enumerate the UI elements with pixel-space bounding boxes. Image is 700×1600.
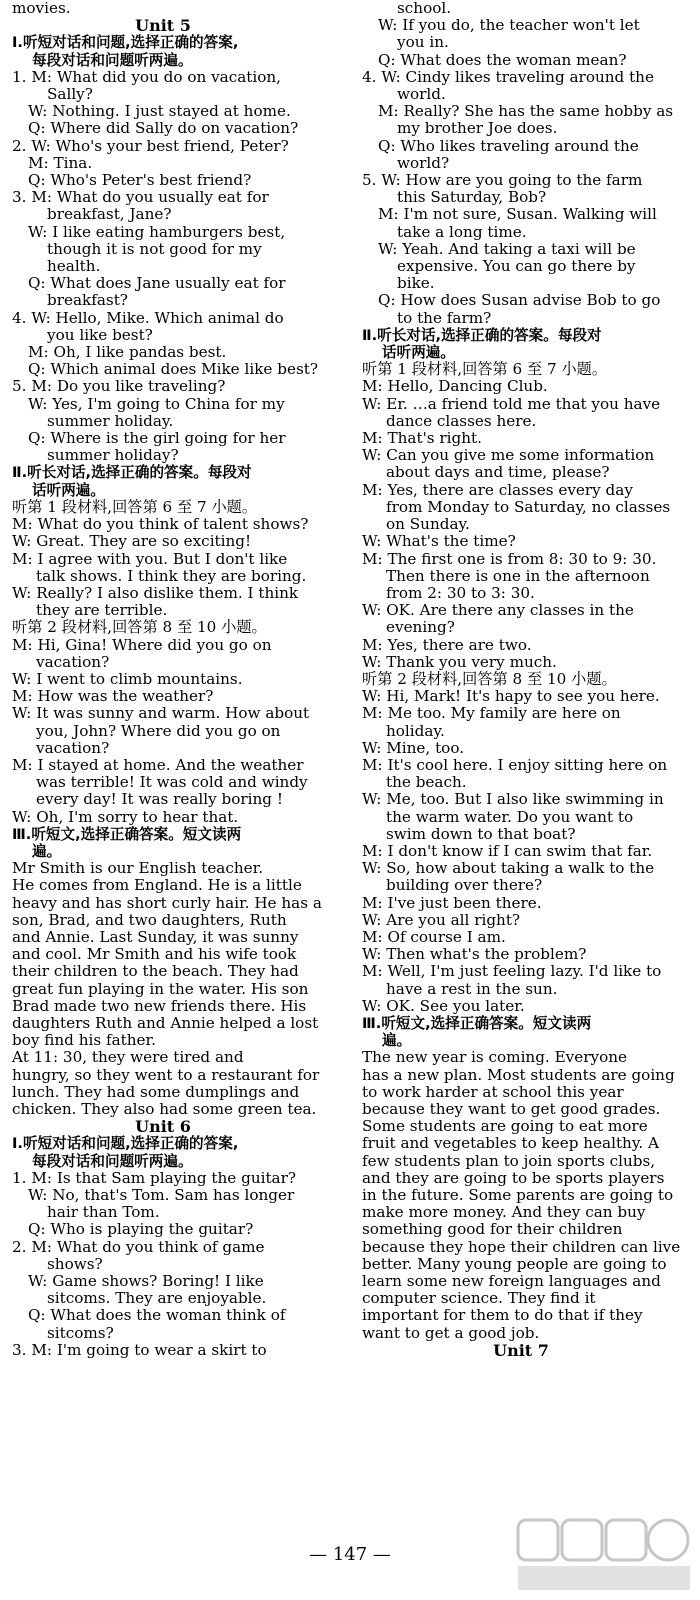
- text-line: Then there is one in the afternoon: [386, 566, 650, 585]
- text-line: learn some new foreign languages and: [362, 1272, 661, 1291]
- text-line: vacation?: [36, 738, 110, 757]
- text-line: W: I went to climb mountains.: [12, 669, 243, 688]
- text-line: summer holiday?: [47, 446, 179, 465]
- text-line: better. Many young people are going to: [362, 1254, 667, 1273]
- section-heading: Ⅰ.听短对话和问题,选择正确的答案,: [12, 34, 239, 52]
- text-line: 2. M: What do you think of game: [12, 1237, 265, 1256]
- text-line: Q: Which animal does Mike like best?: [28, 360, 318, 379]
- text-line: and Annie. Last Sunday, it was sunny: [12, 927, 299, 946]
- text-line: 听第 1 段材料,回答第 6 至 7 小题。: [12, 497, 258, 516]
- text-line: W: So, how about taking a walk to the: [362, 859, 655, 878]
- text-line: and they are going to be sports players: [362, 1168, 665, 1187]
- text-line: W: Great. They are so exciting!: [12, 532, 252, 551]
- text-line: school.: [397, 0, 452, 17]
- text-line: their children to the beach. They had: [12, 962, 299, 981]
- text-line: shows?: [47, 1254, 103, 1273]
- text-line: few students plan to join sports clubs,: [362, 1151, 656, 1170]
- text-line: movies.: [12, 0, 71, 17]
- text-line: W: Er. …a friend told me that you have: [362, 394, 661, 413]
- text-line: W: Nothing. I just stayed at home.: [28, 102, 291, 121]
- text-line: vacation?: [36, 652, 110, 671]
- text-line: M: Hi, Gina! Where did you go on: [12, 635, 272, 654]
- text-line: M: Me too. My family are here on: [362, 704, 621, 723]
- text-line: the warm water. Do you want to: [386, 807, 634, 826]
- text-line: chicken. They also had some green tea.: [12, 1100, 317, 1118]
- unit-heading: Unit 5: [135, 16, 191, 36]
- text-line: M: It's cool here. I enjoy sitting here on: [362, 755, 668, 774]
- text-line: sitcoms?: [47, 1323, 114, 1342]
- text-line: health.: [47, 257, 101, 276]
- text-line: fruit and vegetables to keep healthy. A: [362, 1134, 660, 1153]
- text-line: M: Oh, I like pandas best.: [28, 343, 227, 362]
- text-line: sitcoms. They are enjoyable.: [47, 1289, 267, 1308]
- text-line: has a new plan. Most students are going: [362, 1065, 675, 1084]
- text-line: Q: What does the woman mean?: [378, 50, 627, 69]
- text-line: Q: Who likes traveling around the: [378, 136, 639, 155]
- text-line: M: Well, I'm just feeling lazy. I'd like to: [362, 962, 662, 981]
- section-heading: Ⅱ.听长对话,选择正确的答案。每段对: [12, 464, 252, 482]
- text-line: want to get a good job.: [362, 1323, 540, 1342]
- text-line: something good for their children: [362, 1220, 623, 1239]
- text-line: boy find his father.: [12, 1031, 156, 1050]
- text-line: Q: How does Susan advise Bob to go: [378, 291, 661, 310]
- text-line: son, Brad, and two daughters, Ruth: [12, 910, 287, 929]
- section-heading: Ⅲ.听短文,选择正确答案。短文读两: [12, 825, 242, 843]
- text-line: dance classes here.: [386, 411, 537, 430]
- text-line: Q: What does Jane usually eat for: [28, 274, 286, 293]
- text-line: holiday.: [386, 721, 445, 740]
- text-line: M: That's right.: [362, 429, 482, 448]
- right-column: [362, 0, 680, 1359]
- text-line: you, John? Where did you go on: [36, 721, 281, 740]
- text-line: Brad made two new friends there. His: [12, 996, 307, 1015]
- text-line: M: Yes, there are two.: [362, 635, 532, 654]
- text-line: M: I stayed at home. And the weather: [12, 755, 304, 774]
- text-line: from 2: 30 to 3: 30.: [386, 583, 535, 602]
- text-line: expensive. You can go there by: [397, 257, 636, 276]
- text-line: this Saturday, Bob?: [397, 188, 547, 207]
- text-line: Q: Who is playing the guitar?: [28, 1220, 254, 1239]
- text-line: W: Me, too. But I also like swimming in: [362, 790, 664, 809]
- section-heading: Ⅲ.听短文,选择正确答案。短文读两: [362, 1014, 592, 1032]
- text-line: Sally?: [47, 85, 93, 104]
- text-line: in the future. Some parents are going to: [362, 1186, 674, 1205]
- text-line: important for them to do that if they: [362, 1306, 643, 1325]
- unit-heading: Unit 6: [135, 1117, 191, 1137]
- text-line: M: Of course I am.: [362, 927, 506, 946]
- section-heading: 每段对话和问题听两遍。: [32, 1152, 193, 1170]
- text-line: 5. M: Do you like traveling?: [12, 377, 226, 396]
- text-line: W: No, that's Tom. Sam has longer: [28, 1186, 295, 1205]
- text-line: about days and time, please?: [386, 463, 610, 482]
- text-line: world?: [397, 153, 450, 172]
- text-line: M: I agree with you. But I don't like: [12, 549, 288, 568]
- text-line: M: I've just been there.: [362, 893, 542, 912]
- text-line: from Monday to Saturday, no classes: [386, 497, 671, 516]
- text-line: He comes from England. He is a little: [12, 876, 302, 895]
- text-line: you in.: [397, 33, 449, 52]
- text-line: have a rest in the sun.: [386, 979, 558, 998]
- text-line: the beach.: [386, 773, 467, 792]
- section-heading: 遍。: [382, 1032, 412, 1050]
- text-line: W: Really? I also dislike them. I think: [12, 583, 299, 602]
- text-line: W: Oh, I'm sorry to hear that.: [12, 807, 239, 826]
- text-line: W: Game shows? Boring! I like: [28, 1272, 264, 1291]
- text-line: W: Can you give me some information: [362, 446, 655, 465]
- text-line: M: Really? She has the same hobby as: [378, 102, 674, 121]
- text-line: M: Tina.: [28, 153, 93, 172]
- text-line: because they hope their children can live: [362, 1237, 681, 1256]
- text-line: talk shows. I think they are boring.: [36, 566, 307, 585]
- text-line: W: OK. Are there any classes in the: [362, 601, 634, 620]
- text-line: Mr Smith is our English teacher.: [12, 859, 264, 878]
- text-line: M: I don't know if I can swim that far.: [362, 841, 653, 860]
- text-line: and cool. Mr Smith and his wife took: [12, 945, 297, 964]
- text-line: W: Mine, too.: [362, 738, 465, 757]
- text-line: M: I'm not sure, Susan. Walking will: [378, 205, 657, 224]
- text-line: 听第 1 段材料,回答第 6 至 7 小题。: [362, 360, 608, 379]
- text-line: building over there?: [386, 876, 543, 895]
- text-line: Q: What does the woman think of: [28, 1306, 286, 1325]
- text-line: 4. W: Hello, Mike. Which animal do: [12, 308, 284, 327]
- section-heading: 话听两遍。: [32, 481, 105, 499]
- text-line: 4. W: Cindy likes traveling around the: [362, 67, 654, 86]
- text-line: make more money. And they can buy: [362, 1203, 646, 1222]
- text-line: every day! It was really boring !: [36, 790, 283, 809]
- text-line: 3. M: I'm going to wear a skirt to: [12, 1340, 267, 1359]
- text-line: lunch. They had some dumplings and: [12, 1082, 300, 1101]
- text-line: heavy and has short curly hair. He has a: [12, 893, 322, 912]
- text-line: M: How was the weather?: [12, 687, 214, 706]
- section-heading: 每段对话和问题听两遍。: [32, 51, 193, 69]
- text-line: W: Are you all right?: [362, 910, 521, 929]
- page-number: — 147 —: [309, 1544, 391, 1565]
- text-line: my brother Joe does.: [397, 119, 558, 138]
- text-line: W: Yeah. And taking a taxi will be: [378, 239, 636, 258]
- text-line: M: Yes, there are classes every day: [362, 480, 633, 499]
- text-line: you like best?: [47, 325, 153, 344]
- text-line: they are terrible.: [36, 601, 168, 620]
- unit-heading: Unit 7: [493, 1340, 549, 1360]
- text-line: W: I like eating hamburgers best,: [28, 222, 286, 241]
- watermark-logo: [516, 1518, 692, 1592]
- text-line: evening?: [386, 618, 455, 637]
- text-line: great fun playing in the water. His son: [12, 979, 309, 998]
- text-line: 听第 2 段材料,回答第 8 至 10 小题。: [362, 669, 617, 688]
- text-line: to work harder at school this year: [362, 1082, 624, 1101]
- text-line: world.: [397, 85, 446, 104]
- section-heading: 话听两遍。: [382, 344, 455, 362]
- text-line: 3. M: What do you usually eat for: [12, 188, 269, 207]
- text-line: The new year is coming. Everyone: [362, 1048, 627, 1067]
- text-line: breakfast?: [47, 291, 128, 310]
- section-heading: Ⅱ.听长对话,选择正确的答案。每段对: [362, 326, 602, 344]
- text-line: Q: Where is the girl going for her: [28, 429, 286, 448]
- text-line: though it is not good for my: [47, 239, 262, 258]
- text-line: W: OK. See you later.: [362, 996, 525, 1015]
- section-heading: Ⅰ.听短对话和问题,选择正确的答案,: [12, 1135, 239, 1153]
- section-heading: 遍。: [32, 842, 62, 860]
- text-line: Q: Where did Sally do on vacation?: [28, 119, 299, 138]
- text-line: hungry, so they went to a restaurant for: [12, 1065, 320, 1084]
- text-line: daughters Ruth and Annie helped a lost: [12, 1013, 319, 1032]
- text-line: computer science. They find it: [362, 1289, 596, 1308]
- text-line: 听第 2 段材料,回答第 8 至 10 小题。: [12, 618, 267, 637]
- text-line: summer holiday.: [47, 411, 174, 430]
- text-line: At 11: 30, they were tired and: [12, 1048, 244, 1067]
- text-line: breakfast, Jane?: [47, 205, 172, 224]
- text-line: Some students are going to eat more: [362, 1117, 648, 1136]
- text-line: on Sunday.: [386, 515, 470, 534]
- text-line: 5. W: How are you going to the farm: [362, 171, 643, 190]
- left-column: [12, 0, 322, 1359]
- text-line: was terrible! It was cold and windy: [36, 773, 308, 792]
- text-line: Q: Who's Peter's best friend?: [28, 171, 252, 190]
- text-line: 2. W: Who's your best friend, Peter?: [12, 136, 289, 155]
- text-line: swim down to that boat?: [386, 824, 576, 843]
- text-line: W: Then what's the problem?: [362, 945, 587, 964]
- text-line: W: If you do, the teacher won't let: [378, 16, 640, 35]
- text-line: because they want to get good grades.: [362, 1100, 661, 1118]
- text-line: bike.: [397, 274, 435, 293]
- text-line: W: Yes, I'm going to China for my: [28, 394, 285, 413]
- text-line: to the farm?: [397, 308, 492, 327]
- text-line: W: What's the time?: [362, 532, 516, 551]
- text-line: hair than Tom.: [47, 1203, 160, 1222]
- text-line: 1. M: Is that Sam playing the guitar?: [12, 1168, 297, 1187]
- text-line: W: Thank you very much.: [362, 652, 557, 671]
- text-line: take a long time.: [397, 222, 527, 241]
- text-line: M: The first one is from 8: 30 to 9: 30.: [362, 549, 657, 568]
- text-line: W: It was sunny and warm. How about: [12, 704, 310, 723]
- text-line: W: Hi, Mark! It's hapy to see you here.: [362, 687, 660, 706]
- text-line: M: What do you think of talent shows?: [12, 515, 309, 534]
- text-line: M: Hello, Dancing Club.: [362, 377, 548, 396]
- text-line: 1. M: What did you do on vacation,: [12, 67, 282, 86]
